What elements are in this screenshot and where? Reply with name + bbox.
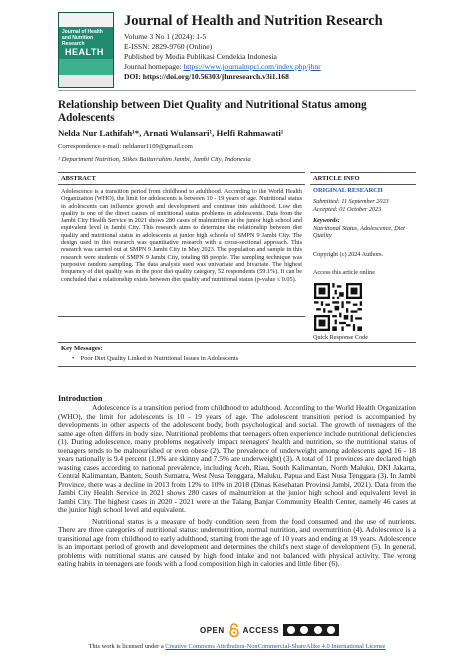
license-notice [58, 643, 416, 650]
accepted-date: Accepted: 01 October 2023 [313, 206, 382, 213]
affiliation: ¹ Department Nutrition, Stikes Baiturrahim Jambi, Jambi City, Indonesia [58, 156, 251, 163]
journal-cover-image [58, 12, 114, 88]
homepage-link[interactable]: https://www.journalmpci.com/index.php/jhnr [183, 62, 321, 71]
access-online-label: Access this article online [313, 269, 376, 276]
article-info-box [310, 172, 416, 340]
correspondence-email: Correspondence e-mail: neldanur1109@gmail.com [58, 143, 193, 150]
key-messages-heading: Key Messages: [61, 345, 103, 352]
publisher-line: Published by Media Publikasi Cendekia Indonesia [124, 52, 277, 61]
abstract-paragraph: Adolescence is a transition period from childhood to adulthood. According to the World Health Organization (WHO), the limit for adolescents is between 10 - 19 years of age. Nutritional status in adolescents can influence growth and development and continue into adulthood. Low diet quality is one of the direct causes of nutritional status problems in adolescents. Data from the Jambi City Health Service in 2021 shows 280 cases of malnutrition at the junior high school and equivalent level in Jambi City. This research aims to determine the relationship between diet quality and nutritional status in adolescents at junior high schools of SMPN 9 Jambi City. The design used in this research was quantitative research with a cross-sectional approach. This research was carried out at SMPN 9 Jambi City in May 2023. The population and sample in this research were students of SMPN 9 Jambi City, totaling 88 people. The sampling technique was purposive random sampling. The data analysis used was univariate and bivariate. The highest frequency of diet quality was in the poor diet quality category, 52 respondents (59.1%). It can be concluded that a relationship exists between diet quality and nutritional status (p-value ≤ 0.05). [61, 188, 302, 283]
abstract-text [61, 188, 302, 283]
introduction-body [58, 404, 416, 569]
bullet-icon: • [72, 355, 75, 362]
cover-word: HEALTH [65, 47, 104, 57]
header-divider [58, 90, 416, 91]
doi-line[interactable]: DOI: https://doi.org/10.56303/jhnresearch.v3i1.168 [124, 72, 289, 81]
author-list: Nelda Nur Lathifah¹*, Arnati Wulansari¹, Helfi Rahmawati¹ [58, 128, 284, 138]
keywords-label: Keywords: [313, 217, 340, 224]
qr-code-label: Quick Response Code [313, 334, 368, 341]
introduction-paragraph-2: Nutritional status is a measure of body condition seen from the food consumed and the use of nutrients. There are three categories of nutritional status: undernutrition, normal nutrition, and overnutrition (4). Adolescence is a transitional age from childhood to early adulthood, starting from the age of 10 years and ending at 19 years. Adolescence is an important period of growth and development and determines the child's next stage of development (5). In general, problems with nutritional status are caused by high food intake and not balanced with physical activity. The wrong eating habits in teenagers are foods with a food composition high in calories and little fiber (6). [58, 516, 416, 568]
homepage-line [124, 62, 321, 71]
license-prefix: This work is licensed under a [88, 643, 166, 650]
key-message-item [72, 355, 238, 362]
open-access-logo [200, 623, 339, 637]
cc-license-badge-icon[interactable] [283, 624, 339, 636]
open-lock-icon [229, 623, 239, 637]
key-message-text: Poor Diet Quality Linked to Nutritional Issues in Adolescents [80, 355, 239, 362]
key-messages-box [58, 342, 416, 367]
qr-code-icon[interactable] [314, 283, 362, 331]
article-info-heading: ARTICLE INFO [310, 173, 416, 185]
introduction-heading: Introduction [58, 394, 103, 403]
article-type: ORIGINAL RESEARCH [313, 187, 383, 194]
abstract-box [58, 172, 305, 317]
submitted-date: Submitted: 11 September 2023 [313, 198, 389, 205]
abstract-heading: ABSTRACT [58, 173, 305, 185]
open-text: OPEN [200, 625, 225, 635]
access-text: ACCESS [242, 625, 280, 635]
issn-line: E-ISSN: 2829-9760 (Online) [124, 42, 213, 51]
journal-header [0, 0, 474, 92]
journal-title: Journal of Health and Nutrition Research [124, 13, 383, 29]
introduction-paragraph-1: Adolescence is a transition period from childhood to adulthood. According to the World Health Organization (WHO), the limit for adolescents is 10 - 19 years of age. The adolescent transition period is accompanied by developments in other aspects of the adolescent body, both psychological and social. The growth of teenagers of the same age often differs in body size. Nutritional problems that teenagers often experience include nutritional deficiencies (1). During adolescence, many problems negatively impact teenagers' health and nutrition, so the nutritional status of teenagers tends to be malnourished or even obese (2). The prevalence of underweight among adolescents aged 16 - 18 years nationally is 9.4 percent (1.9% are skinny and 7.5% are underweight) (3). A total of 11 provinces are declared high wasting cases according to national prevalence, including Aceh, Riau, South Kalimantan, North Maluku, DKI Jakarta, Central Kalimantan, Banten, South Sumatra, West Nusa Tenggara, Maluku, Papua and East Nusa Tenggara (3). In Jambi Province, there was a decline in 2013 from 12% to 10% in 2018 (Dinas Kesehatan Provinsi Jambi, 2021). Data from the Jambi City Health Service in 2021 shows 280 cases of malnutrition at the junior high school and equivalent level in Jambi City. The highest cases in 2020 - 2021 were at the Talang Banjar Community Health Center, namely 46 cases at the junior high school level and equivalent. [58, 403, 416, 514]
homepage-label: Journal homepage: [124, 62, 184, 71]
paper-title: Relationship between Diet Quality and Nutritional Status among Adolescents [58, 99, 367, 124]
license-link[interactable]: Creative Commons Attribution-NonCommercial-ShareAlike 4.0 International License [165, 643, 386, 650]
keywords-list: Nutritional Status, Adolescence, Diet Quality [313, 225, 405, 240]
volume-line: Volume 3 No 1 (2024): 1-5 [124, 32, 207, 41]
cover-title: Journal of Health and Nutrition Research [62, 29, 103, 47]
copyright-notice: Copyright (c) 2024 Authors. [313, 251, 384, 258]
